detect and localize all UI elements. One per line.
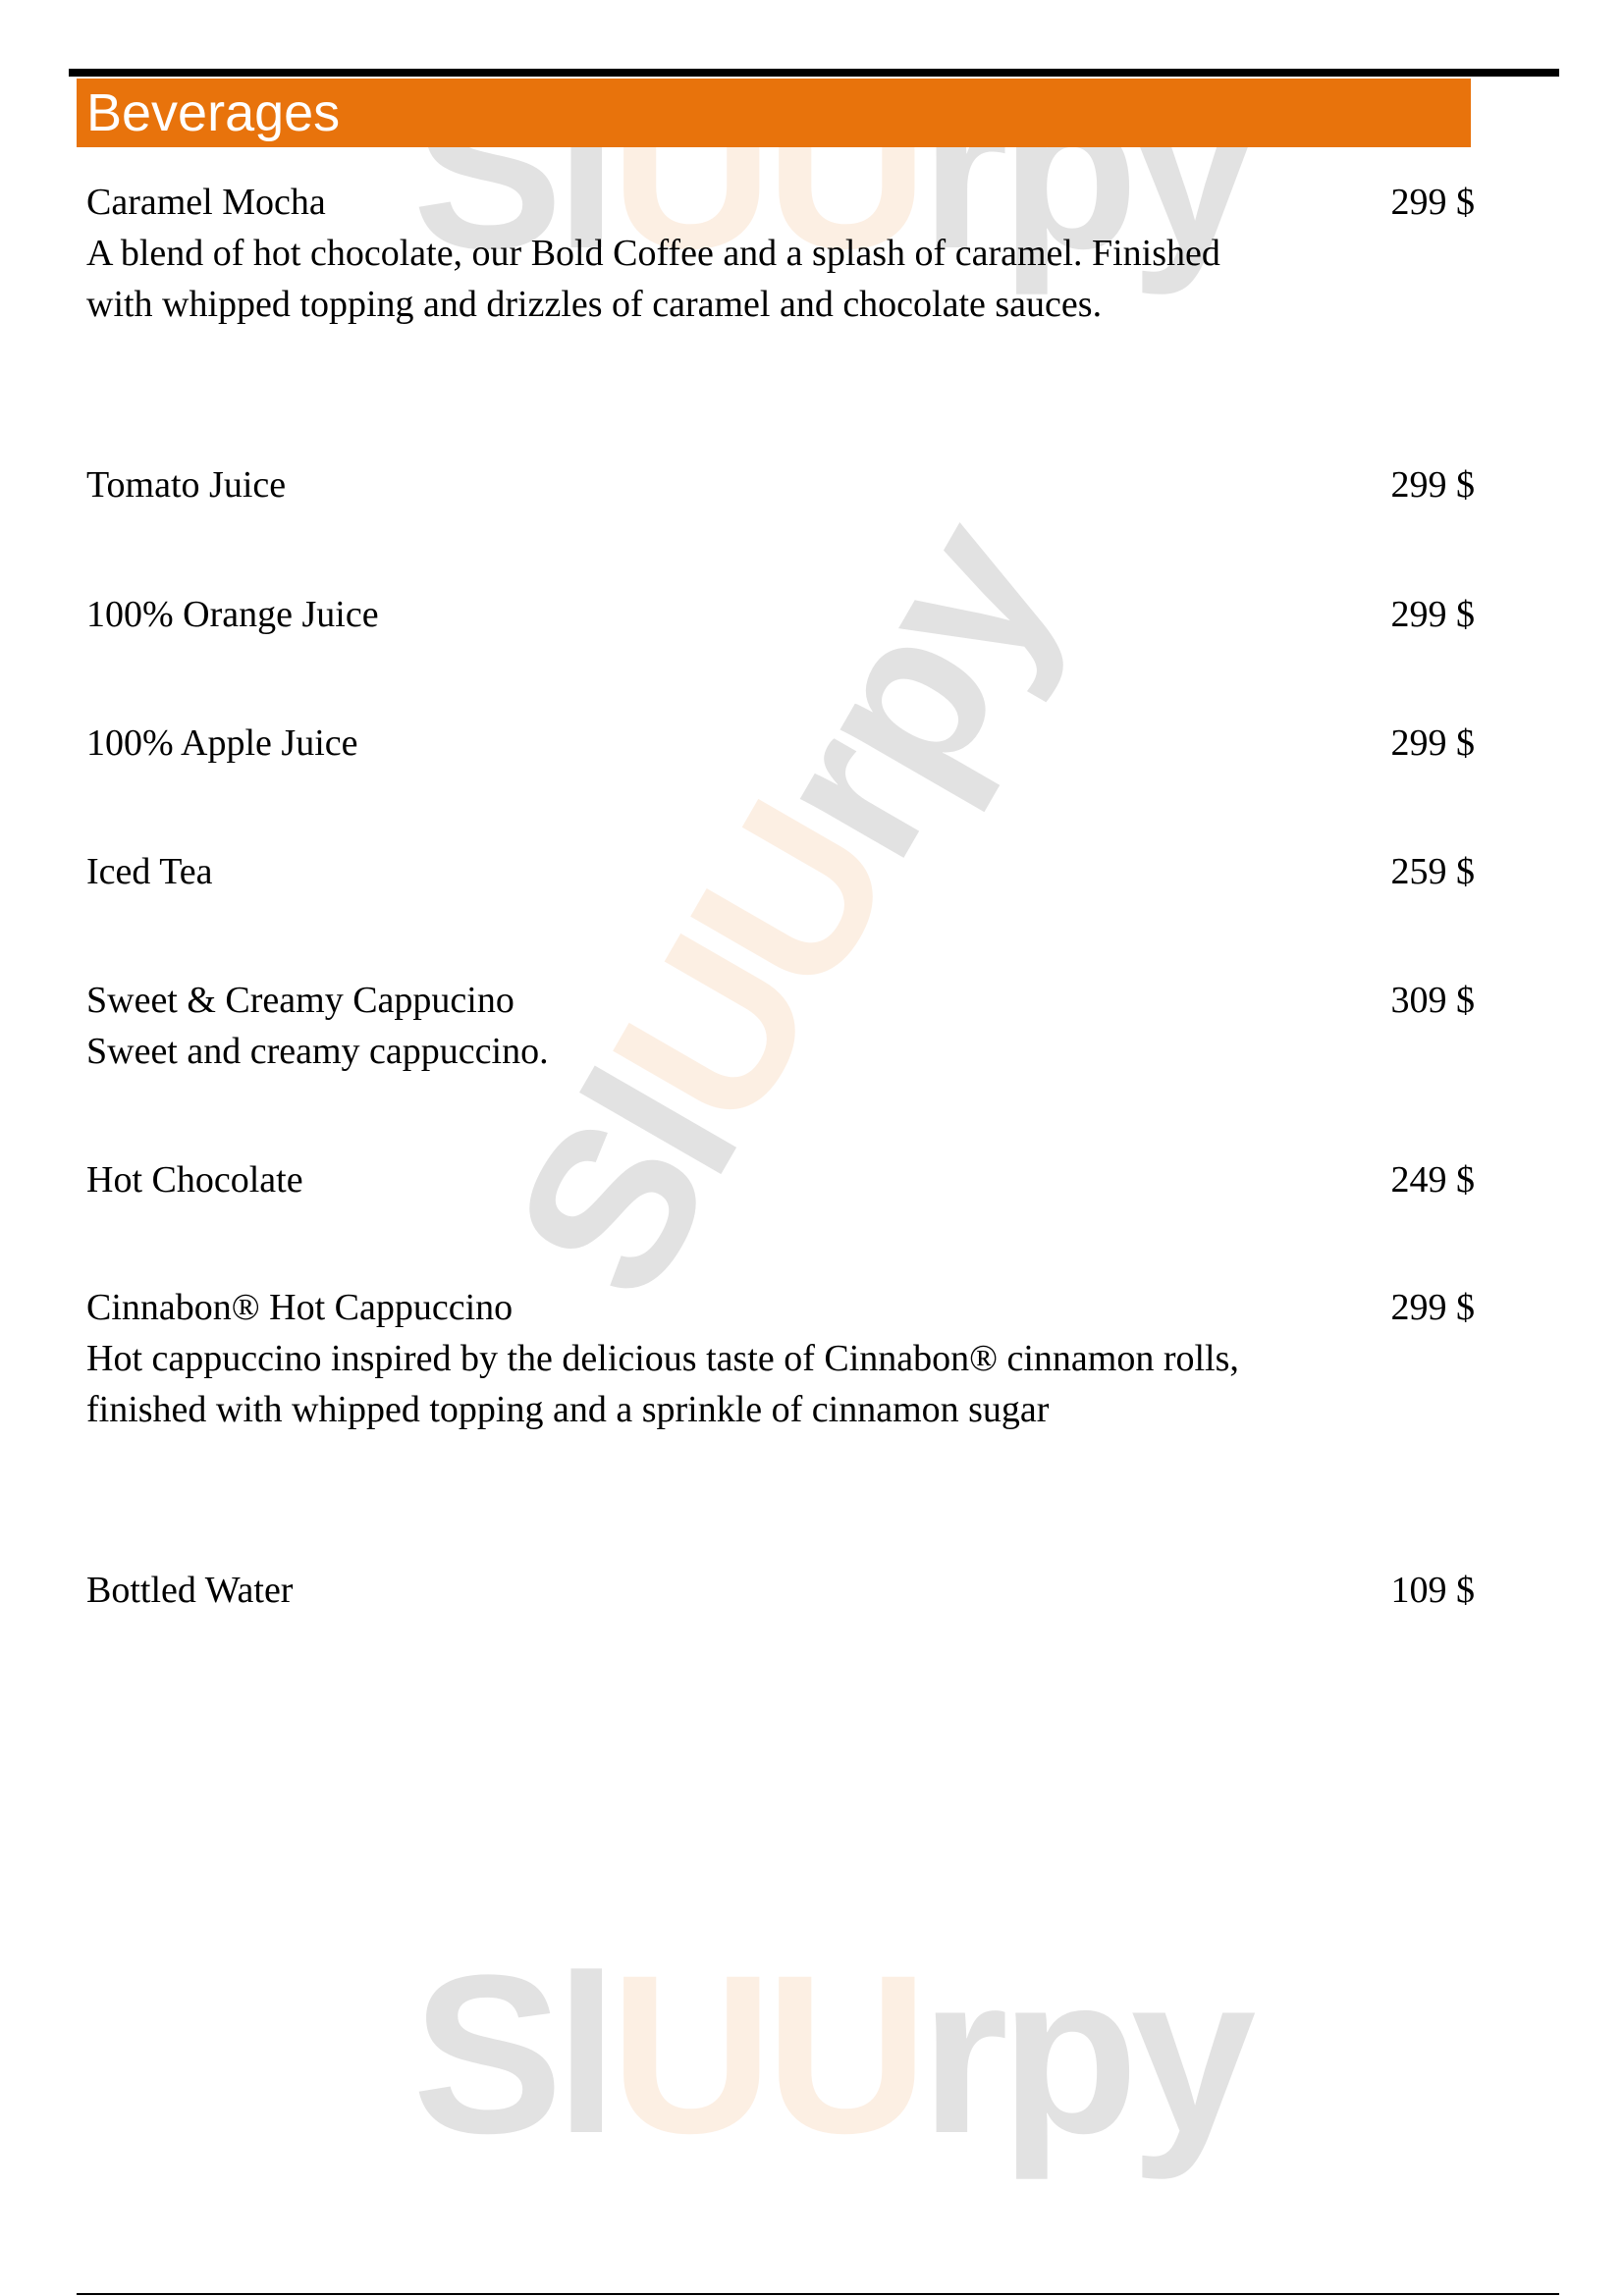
menu-item [86,718,1475,769]
item-price: 299 $ [1390,464,1475,506]
menu-item [86,177,1475,330]
bottom-rule [77,2293,1559,2295]
section-title: Beverages [86,83,341,142]
item-price: 109 $ [1390,1570,1475,1611]
item-price: 249 $ [1390,1159,1475,1201]
item-name: Bottled Water [86,1570,294,1611]
watermark-logo: SlUUrpy [412,1928,1249,2180]
item-name: 100% Apple Juice [86,722,358,764]
menu-item [86,1565,1475,1616]
watermark-logo: SlUUrpy [412,43,1249,295]
item-name: Tomato Juice [86,464,287,506]
menu-item [86,975,1475,1077]
item-price: 299 $ [1390,722,1475,764]
item-description: Hot cappuccino inspired by the delicious taste of Cinnabon® cinnamon rolls, finished with whipped topping and a sprinkle of cinnamon sugar [86,1338,1239,1430]
menu-item [86,846,1475,897]
item-name: Caramel Mocha [86,182,326,223]
top-rule [69,69,1559,77]
item-price: 259 $ [1390,851,1475,892]
item-description: A blend of hot chocolate, our Bold Coffee and a splash of caramel. Finished with whipped topping and drizzles of caramel and chocolate sauces. [86,233,1220,325]
item-price: 309 $ [1390,980,1475,1021]
item-name: 100% Orange Juice [86,594,379,635]
item-description: Sweet and creamy cappuccino. [86,1031,549,1072]
menu-item [86,1154,1475,1205]
item-price: 299 $ [1390,594,1475,635]
item-name: Sweet & Creamy Cappucino [86,980,514,1021]
item-price: 299 $ [1390,182,1475,223]
item-name: Iced Tea [86,851,213,892]
item-name: Cinnabon® Hot Cappuccino [86,1287,514,1328]
watermark-logo: SlUUrpy [464,485,1102,1336]
section-title-bar [77,79,1471,147]
menu-item [86,589,1475,640]
menu-item [86,1282,1475,1435]
item-name: Hot Chocolate [86,1159,303,1201]
menu-item [86,459,1475,510]
item-price: 299 $ [1390,1287,1475,1328]
